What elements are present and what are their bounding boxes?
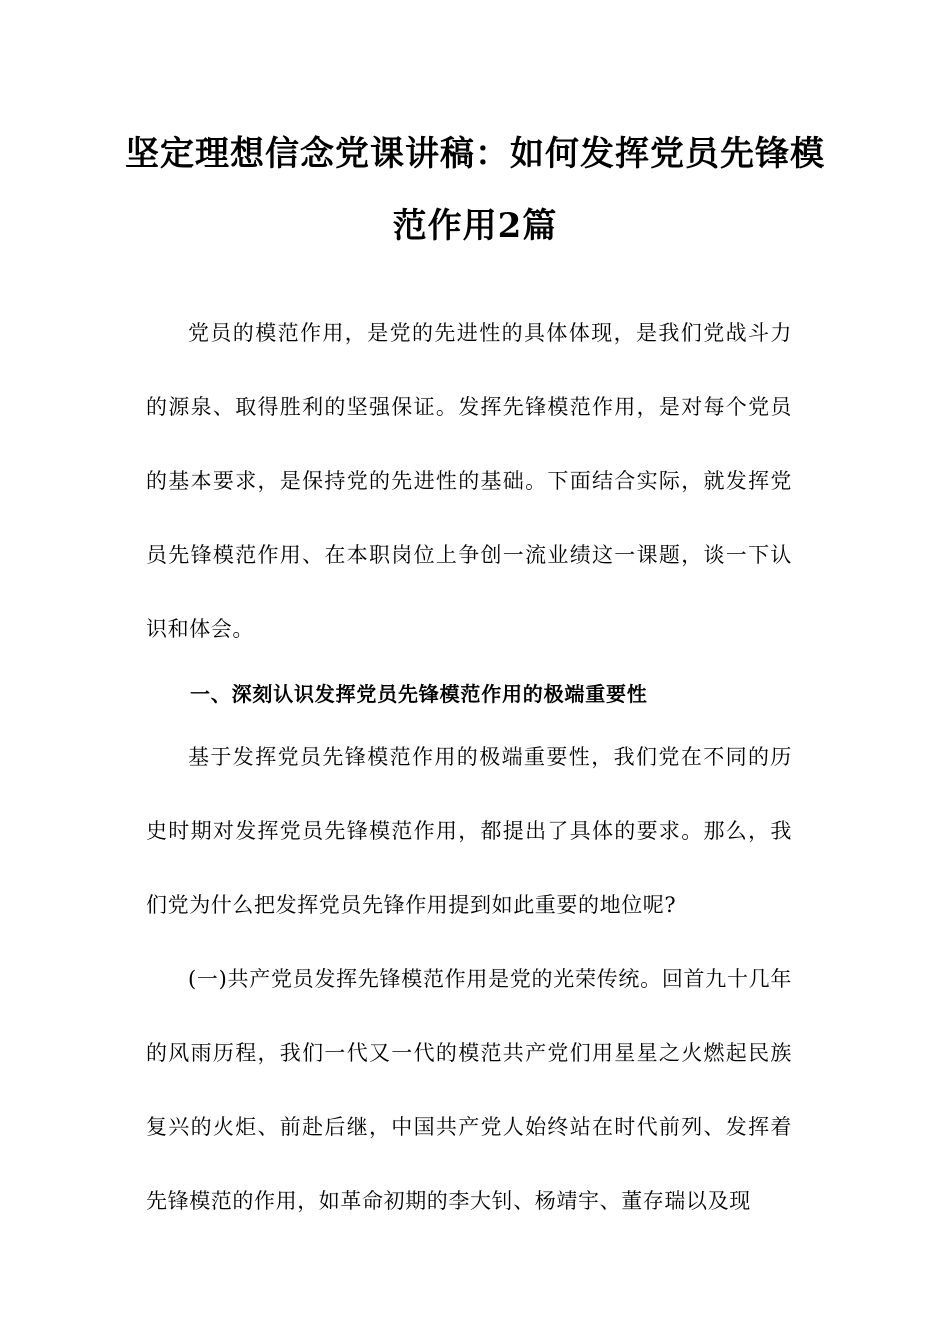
paragraph-section-1: 基于发挥党员先锋模范作用的极端重要性，我们党在不同的历史时期对发挥党员先锋模范作用，都提出了具体的要求。那么，我们党为什么把发挥党员先锋作用提到如此重要的地位呢? — [146, 745, 792, 917]
paragraph-subsection-1: (一)共产党员发挥先锋模范作用是党的光荣传统。回首九十几年的风雨历程，我们一代又一代的模范共产党们用星星之火燃起民族复兴的火炬、前赴后继，中国共产党人始终站在时代前列、发挥着先锋模范的作用，如革命初期的李大钊、杨靖宇、董存瑞以及现 — [146, 967, 792, 1213]
section-heading-1: 一、深刻认识发挥党员先锋模范作用的极端重要性 — [190, 682, 648, 706]
document-title: 坚定理想信念党课讲稿：如何发挥党员先锋模范作用2篇 — [125, 134, 825, 246]
paragraph-intro: 党员的模范作用，是党的先进性的具体体现，是我们党战斗力的源泉、取得胜利的坚强保证。发挥先锋模范作用，是对每个党员的基本要求，是保持党的先进性的基础。下面结合实际，就发挥党员先锋模范作用、在本职岗位上争创一流业绩这一课题，谈一下认识和体会。 — [146, 321, 792, 641]
